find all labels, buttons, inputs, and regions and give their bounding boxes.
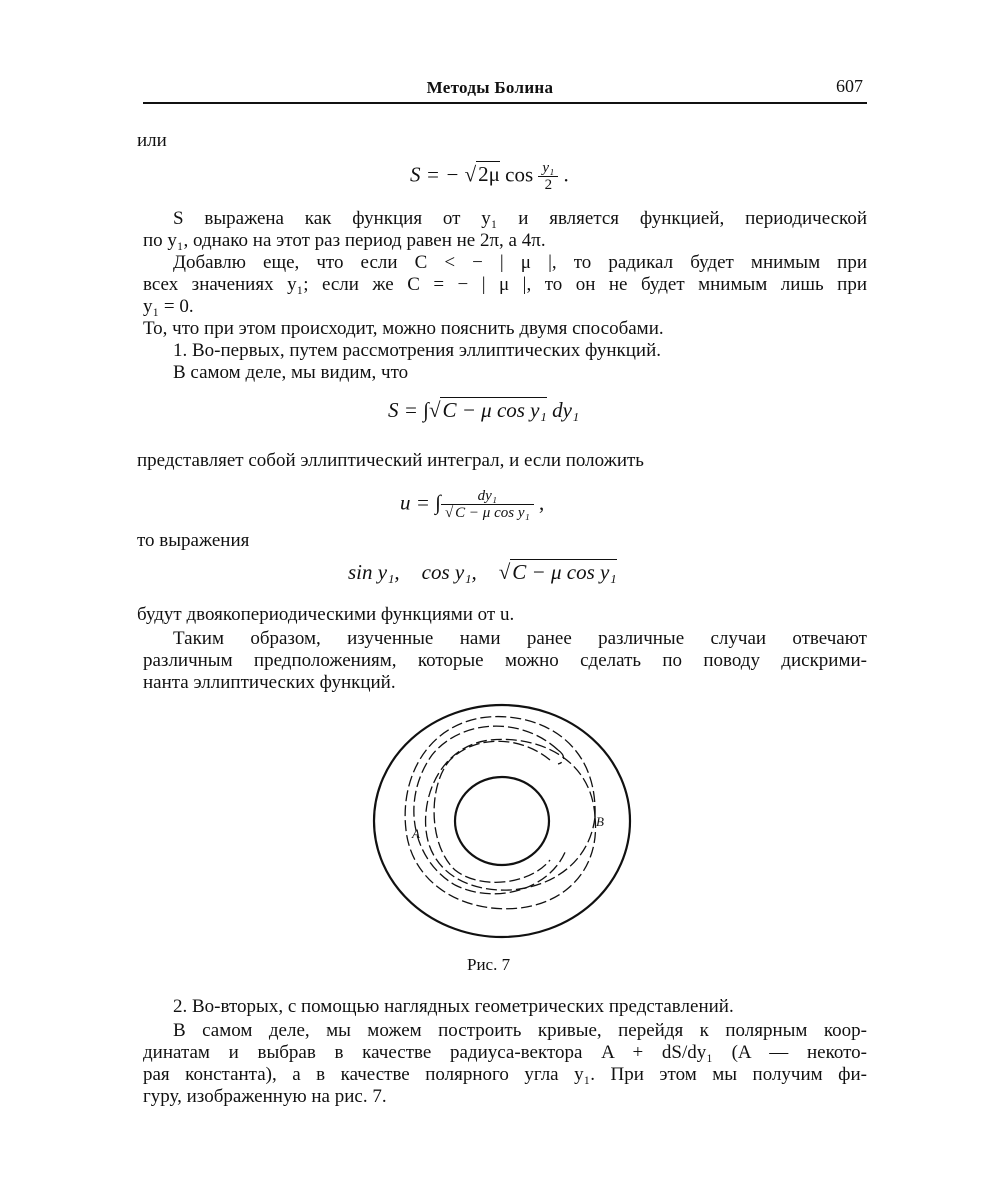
figure-label-a: A — [412, 826, 420, 841]
formula-3-numerator: dy₁ — [441, 488, 534, 505]
paragraph-10-line-3: нанта эллиптических функций. — [143, 672, 396, 693]
formula-2-radicand: C − μ cos y₁ — [442, 398, 547, 422]
paragraph-10-line-1: Таким образом, изученные нами ранее различные случаи отвечают — [173, 628, 867, 649]
paragraph-9: будут двоякопериодическими функциями от u. — [137, 604, 515, 625]
paragraph-8: то выражения — [137, 530, 250, 551]
paragraph-6: В самом деле, мы видим, что — [173, 362, 409, 383]
paragraph-3-line-3: y₁ = 0. — [143, 296, 194, 317]
paragraph-3-line-2: всех значениях y₁; если же C = − | μ |, то он не будет мнимым лишь при — [143, 274, 867, 295]
formula-1-denominator: 2 — [544, 177, 553, 193]
paragraph-7: представляет собой эллиптический интеграл, и если положить — [137, 450, 644, 471]
paragraph-12-line-1: В самом деле, мы можем построить кривые, перейдя к полярным коор- — [173, 1020, 867, 1041]
formula-4-radicand: C − μ cos y₁ — [512, 560, 617, 584]
formula-1-numerator: y₁ — [538, 160, 558, 177]
formula-3-end: , — [533, 490, 545, 515]
formula-1-lhs: S = − — [410, 162, 465, 187]
text-ili: или — [137, 130, 167, 151]
formula-2-end: dy₁ — [546, 398, 580, 422]
formula-s-sqrt-2mu: S = − √2μ cos $\frac{\text{y₁}}{2}$ . — [410, 160, 569, 193]
page-number: 607 — [836, 76, 863, 96]
formula-elliptic-functions: sin y₁, cos y₁, √C − μ cos y₁ — [348, 560, 617, 584]
dashed-spiral-curves — [405, 717, 595, 909]
inner-circle — [455, 777, 549, 865]
paragraph-2-line-1: S выражена как функция от y₁ и является функцией, периодической — [173, 208, 867, 229]
formula-s-integral: S = ∫√C − μ cos y₁ dy₁ — [388, 398, 580, 422]
formula-2-lhs: S = ∫ — [388, 398, 429, 422]
formula-4-cos: cos y₁, — [421, 560, 477, 584]
paragraph-11: 2. Во-вторых, с помощью наглядных геометрических представлений. — [173, 996, 734, 1017]
formula-1-radicand: 2μ — [478, 162, 500, 187]
header-rule — [143, 102, 867, 104]
formula-u-integral — [400, 488, 544, 521]
paragraph-12-line-4: гуру, изображенную на рис. 7. — [143, 1086, 387, 1107]
figure-caption: Рис. 7 — [467, 955, 511, 974]
figure-label-b: B — [596, 814, 604, 829]
formula-1-end: . — [558, 162, 569, 187]
figure-7-polar-curves — [370, 700, 634, 940]
paragraph-3-line-1: Добавлю еще, что если C < − | μ |, то радикал будет мнимым при — [173, 252, 867, 273]
formula-3-lhs: u = ∫ — [400, 490, 441, 515]
paragraph-2-line-2: по y₁, однако на этот раз период равен не 2π, а 4π. — [143, 230, 546, 251]
paragraph-5: 1. Во-первых, путем рассмотрения эллиптических функций. — [173, 340, 661, 361]
running-header-title: Методы Болина — [426, 78, 554, 97]
paragraph-12-line-2: динатам и выбрав в качестве радиуса-вектора A + dS/dy₁ (A — некото- — [143, 1042, 867, 1063]
formula-3-fraction: $\frac{\text{dy₁}}{\text{√ C − μ cos y₁}}$ — [441, 488, 534, 521]
formula-4-sin: sin y₁, — [348, 560, 400, 584]
formula-1-cos: cos — [499, 162, 539, 187]
formula-3-denominator: C − μ cos y₁ — [455, 505, 530, 521]
paragraph-10-line-2: различным предположениям, которые можно сделать по поводу дискрими- — [143, 650, 867, 671]
paragraph-12-line-3: рая константа), а в качестве полярного угла y₁. При этом мы получим фи- — [143, 1064, 867, 1085]
outer-circle — [374, 705, 630, 937]
formula-1-fraction — [538, 160, 558, 193]
paragraph-4: То, что при этом происходит, можно пояснить двумя способами. — [143, 318, 664, 339]
